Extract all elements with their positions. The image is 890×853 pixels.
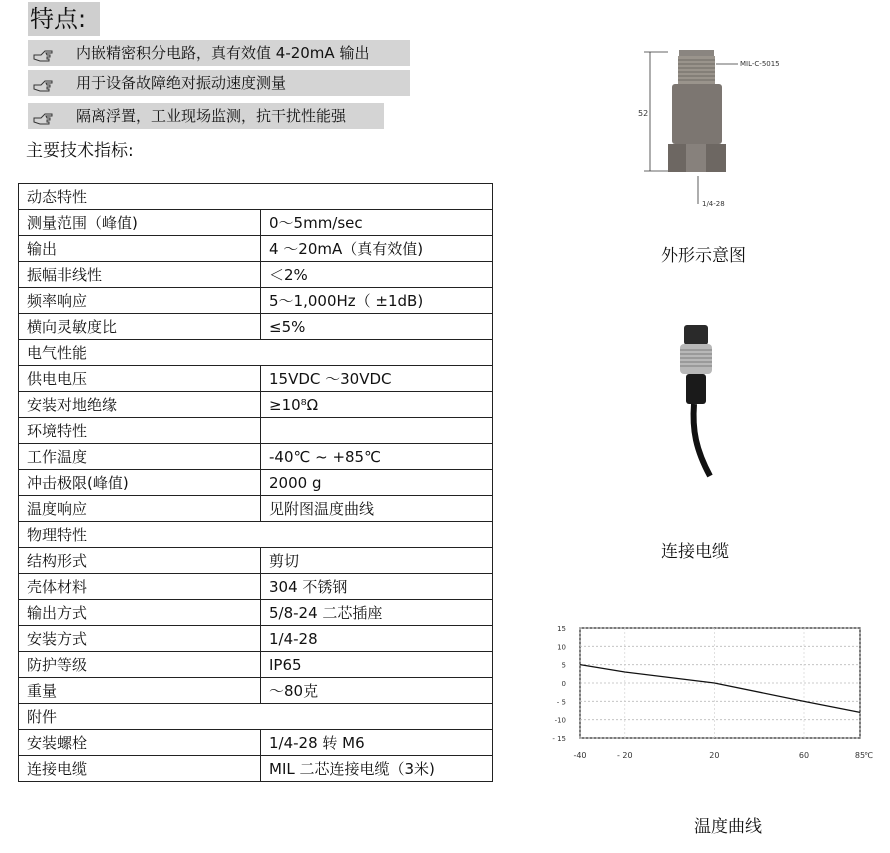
spec-value: 2000 g: [261, 470, 493, 496]
cable-figure: [670, 320, 730, 480]
features-title: 特点:: [28, 2, 100, 36]
spec-row: [19, 652, 493, 678]
spec-value: 5～1,000Hz（ ±1dB): [261, 288, 493, 314]
spec-value: IP65: [261, 652, 493, 678]
x-tick-label: - 20: [616, 751, 633, 760]
spec-row: [19, 366, 493, 392]
feature-item: [28, 70, 410, 96]
y-tick-label: -10: [554, 716, 566, 725]
spec-row: [19, 444, 493, 470]
spec-value: 4 ～20mA（真有效值): [261, 236, 493, 262]
spec-value: ≤5%: [261, 314, 493, 340]
spec-label: 冲击极限(峰值): [19, 470, 261, 496]
spec-label: 连接电缆: [19, 756, 261, 782]
sensor-outline-figure: [628, 44, 798, 216]
y-tick-label: 5: [561, 661, 566, 670]
spec-row: [19, 548, 493, 574]
spec-label: 安装方式: [19, 626, 261, 652]
pointing-hand-icon: [32, 40, 54, 66]
spec-value: 304 不锈钢: [261, 574, 493, 600]
spec-label: 重量: [19, 678, 261, 704]
y-tick-label: - 15: [552, 735, 566, 743]
spec-label: 供电电压: [19, 366, 261, 392]
spec-label: 温度响应: [19, 496, 261, 522]
pointing-hand-icon: [32, 103, 54, 129]
x-tick-label: 85: [854, 751, 866, 760]
feature-text: 隔离浮置，工业现场监测，抗干扰性能强: [76, 107, 347, 125]
spec-row: [19, 314, 493, 340]
height-label: 52: [638, 109, 649, 118]
feature-text: 用于设备故障绝对振动速度测量: [76, 74, 287, 92]
spec-section-label: 电气性能: [19, 340, 493, 366]
spec-section-label: 动态特性: [19, 184, 493, 210]
x-axis-unit: ℃: [864, 751, 873, 760]
spec-label: 横向灵敏度比: [19, 314, 261, 340]
y-tick-label: - 5: [556, 698, 566, 707]
spec-row: [19, 730, 493, 756]
spec-label: 频率响应: [19, 288, 261, 314]
x-tick-label: 20: [709, 751, 720, 760]
temperature-curve-chart: [550, 620, 873, 766]
spec-row: [19, 574, 493, 600]
spec-value: -40℃ ~ +85℃: [261, 444, 493, 470]
spec-row: [19, 288, 493, 314]
sensor-outline-caption: 外形示意图: [661, 246, 746, 266]
pointing-hand-icon: [32, 70, 54, 96]
spec-value: 1/4-28 转 M6: [261, 730, 493, 756]
spec-row: [19, 418, 493, 444]
spec-label: 防护等级: [19, 652, 261, 678]
spec-label: 工作温度: [19, 444, 261, 470]
spec-row: [19, 756, 493, 782]
y-tick-label: 10: [557, 643, 566, 652]
spec-section-row: [19, 522, 493, 548]
spec-section-row: [19, 184, 493, 210]
spec-value: ≥10⁸Ω: [261, 392, 493, 418]
y-tick-label: 0: [561, 680, 566, 688]
spec-label: 输出: [19, 236, 261, 262]
spec-label: 测量范围（峰值): [19, 210, 261, 236]
cable-caption: 连接电缆: [661, 542, 729, 562]
spec-value: 0～5mm/sec: [261, 210, 493, 236]
spec-row: [19, 236, 493, 262]
spec-value: ＜2%: [261, 262, 493, 288]
spec-value: 剪切: [261, 548, 493, 574]
thread-label: 1/4-28: [702, 200, 725, 208]
spec-label: 结构形式: [19, 548, 261, 574]
feature-item: [28, 103, 384, 129]
spec-value: 5/8-24 二芯插座: [261, 600, 493, 626]
specs-heading: 主要技术指标:: [26, 141, 134, 161]
spec-row: [19, 210, 493, 236]
spec-row: [19, 470, 493, 496]
spec-value: 1/4-28: [261, 626, 493, 652]
spec-value: [261, 418, 493, 444]
spec-value: 15VDC ～30VDC: [261, 366, 493, 392]
spec-label: 安装螺栓: [19, 730, 261, 756]
spec-row: [19, 392, 493, 418]
spec-section-label: 附件: [19, 704, 493, 730]
spec-value: ～80克: [261, 678, 493, 704]
feature-item: [28, 40, 410, 66]
spec-row: [19, 262, 493, 288]
spec-label: 安装对地绝缘: [19, 392, 261, 418]
spec-value: MIL 二芯连接电缆（3米): [261, 756, 493, 782]
spec-label: 振幅非线性: [19, 262, 261, 288]
spec-row: [19, 496, 493, 522]
x-tick-label: -40: [573, 751, 587, 760]
temperature-curve-caption: 温度曲线: [694, 817, 762, 837]
spec-table: [18, 183, 493, 782]
spec-row: [19, 626, 493, 652]
connector-label: MIL-C-5015: [740, 60, 780, 68]
spec-row: [19, 600, 493, 626]
spec-label: 输出方式: [19, 600, 261, 626]
spec-section-row: [19, 340, 493, 366]
feature-text: 内嵌精密积分电路，真有效值 4-20mA 输出: [76, 44, 370, 62]
spec-section-label: 物理特性: [19, 522, 493, 548]
spec-section-row: [19, 704, 493, 730]
spec-value: 见附图温度曲线: [261, 496, 493, 522]
x-tick-label: 60: [798, 751, 810, 760]
spec-label: 环境特性: [19, 418, 261, 444]
spec-label: 壳体材料: [19, 574, 261, 600]
spec-row: [19, 678, 493, 704]
y-tick-label: 15: [557, 625, 566, 633]
